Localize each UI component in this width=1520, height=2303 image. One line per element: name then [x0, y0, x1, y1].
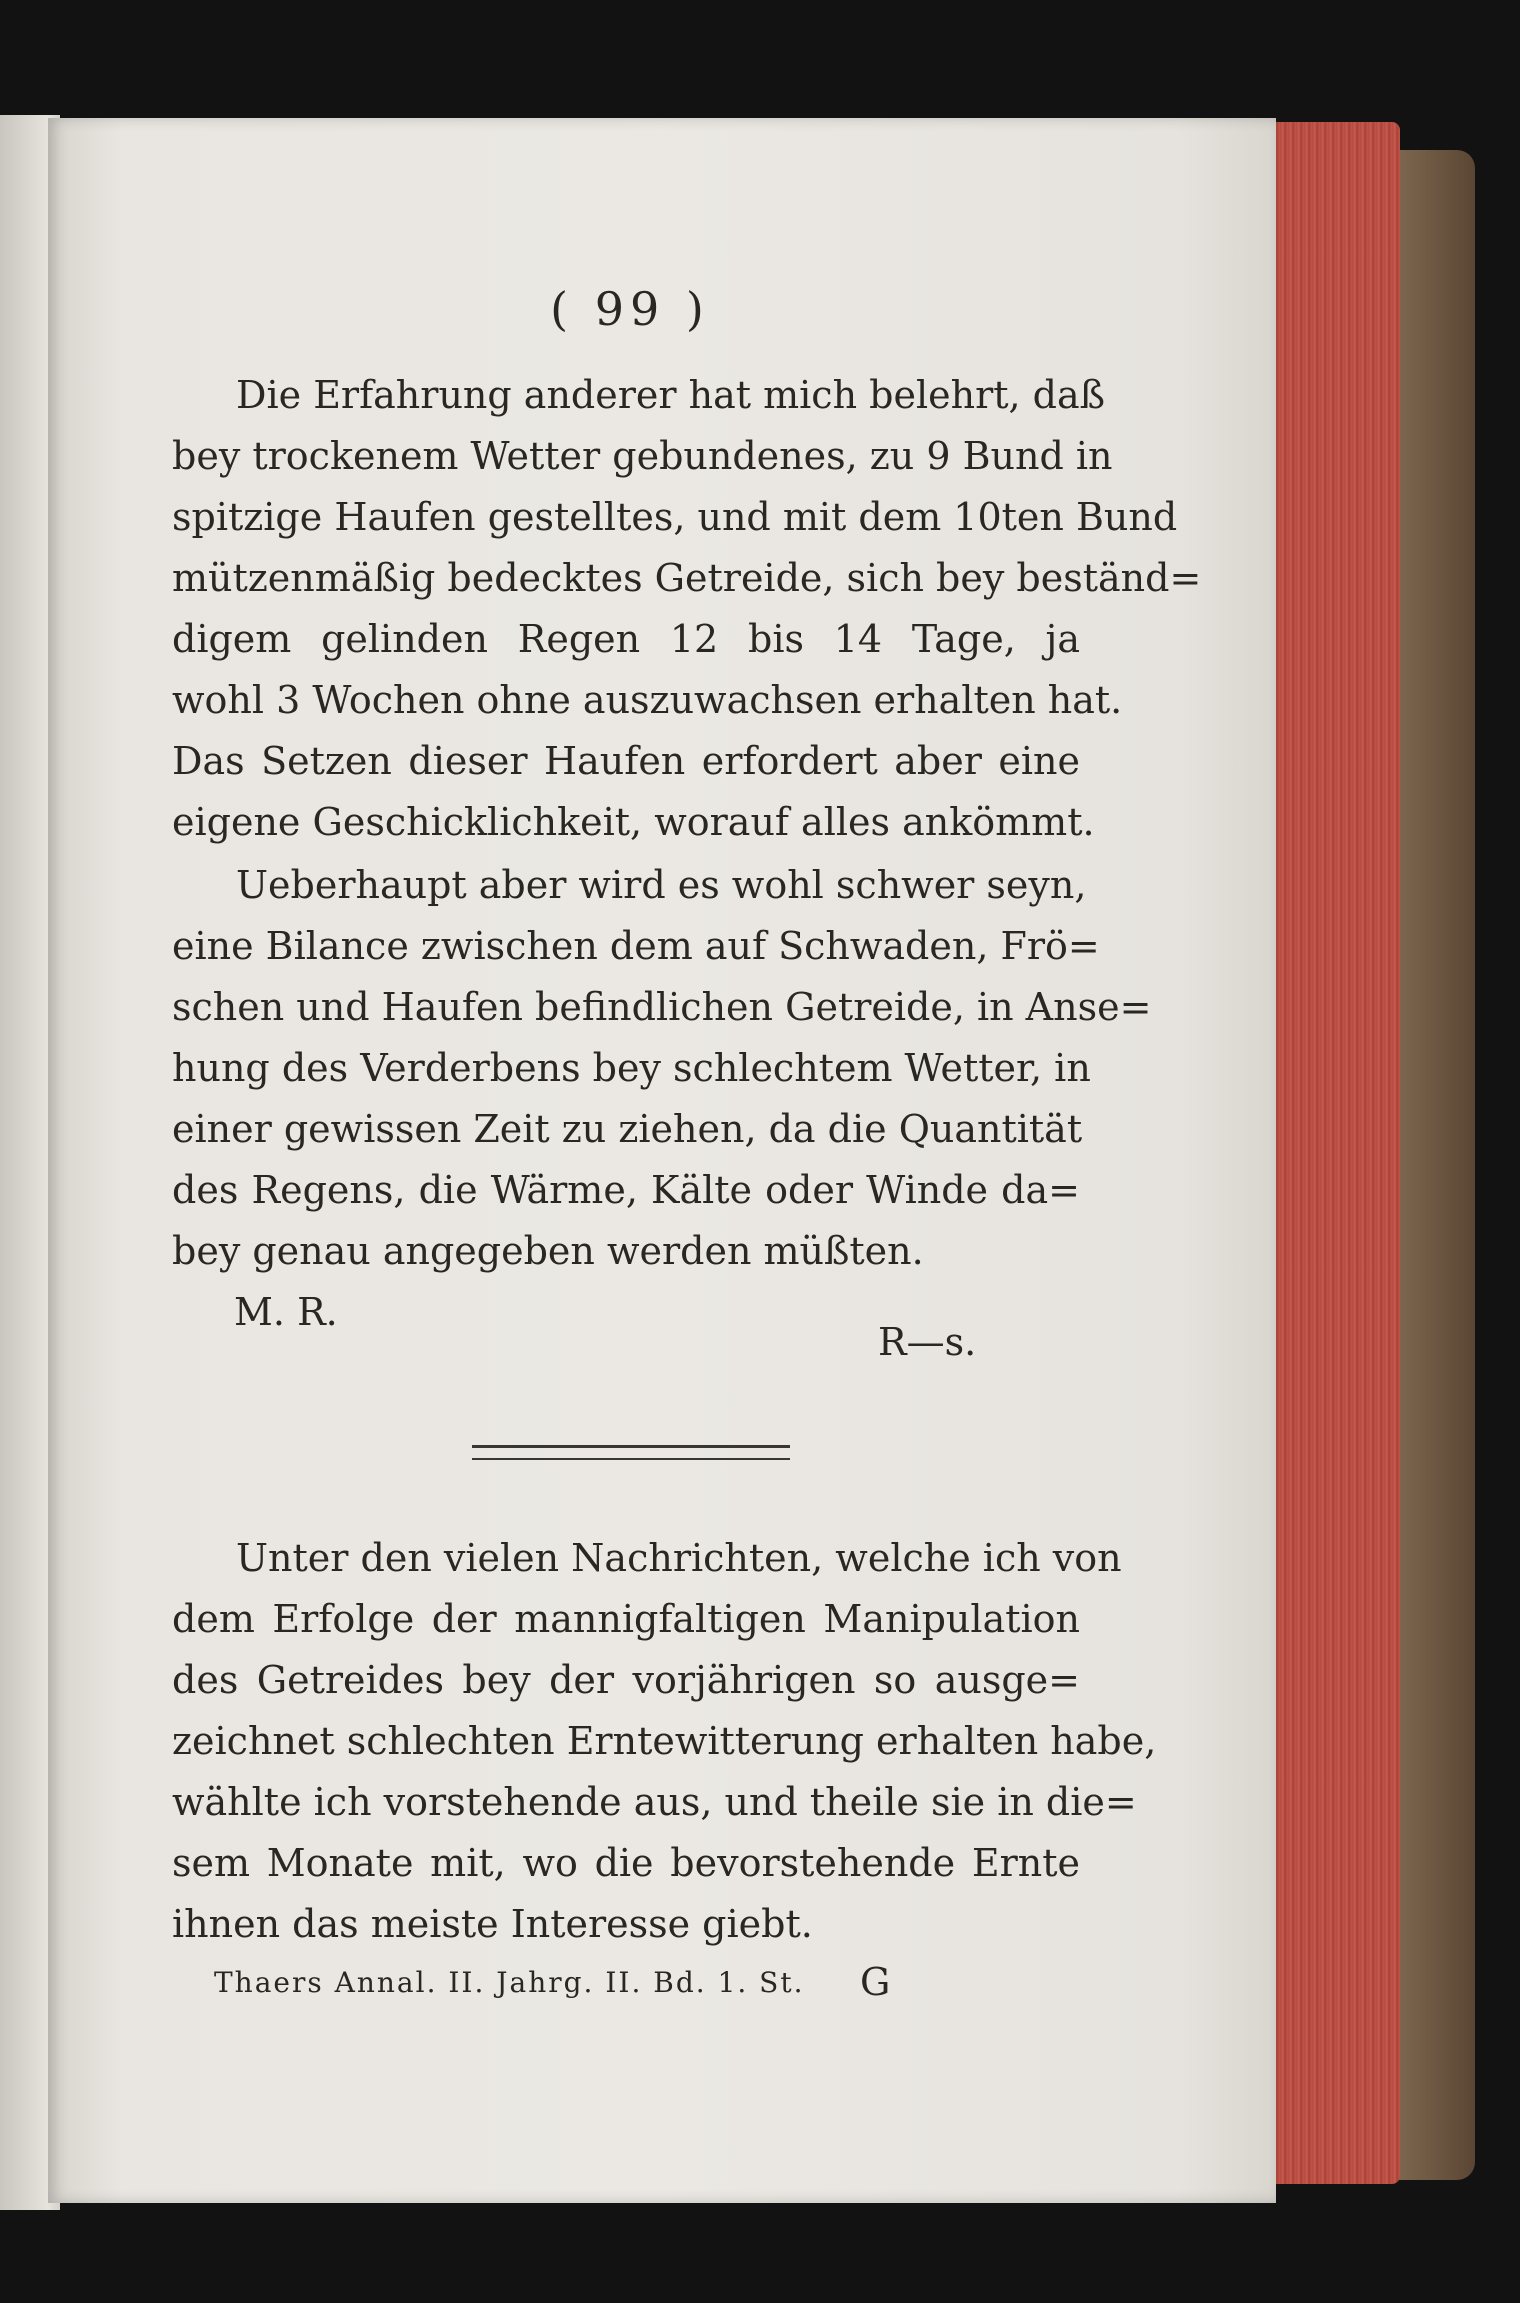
text-line: einer gewissen Zeit zu ziehen, da die Quantität — [172, 1107, 1083, 1151]
paragraph-2 — [172, 855, 1152, 1282]
text-line: Ueberhaupt aber wird es wohl schwer seyn, — [236, 863, 1087, 907]
text-line: spitzige Haufen gestelltes, und mit dem 10ten Bund — [172, 495, 1178, 539]
text-line: mützenmäßig bedecktes Getreide, sich bey beständ= — [172, 556, 1202, 600]
text-line: wählte ich vorstehende aus, und theile sie in die= — [172, 1780, 1137, 1824]
text-line: bey trockenem Wetter gebundenes, zu 9 Bund in — [172, 434, 1113, 478]
page-number: ( 99 ) — [550, 282, 710, 336]
text-line: des Regens, die Wärme, Kälte oder Winde da= — [172, 1168, 1080, 1212]
text-line: Die Erfahrung anderer hat mich belehrt, daß — [236, 373, 1106, 417]
text-line: eine Bilance zwischen dem auf Schwaden, Frö= — [172, 924, 1100, 968]
text-line: Unter den vielen Nachrichten, welche ich von — [236, 1536, 1122, 1580]
text-line: zeichnet schlechten Erntewitterung erhalten habe, — [172, 1719, 1157, 1763]
gathering-signature-mark: G — [860, 1960, 891, 2004]
text-line: sem Monate mit, wo die bevorstehende Ernte — [172, 1841, 1080, 1885]
text-line: dem Erfolge der mannigfaltigen Manipulation — [172, 1597, 1080, 1641]
text-line: des Getreides bey der vorjährigen so ausge= — [172, 1658, 1080, 1702]
text-line: schen und Haufen befindlichen Getreide, in Anse= — [172, 985, 1152, 1029]
text-line: ihnen das meiste Interesse giebt. — [172, 1902, 813, 1946]
text-line: eigene Geschicklichkeit, worauf alles ankömmt. — [172, 800, 1095, 844]
text-line: hung des Verderbens bey schlechtem Wetter, in — [172, 1046, 1091, 1090]
paragraph-1 — [172, 365, 1202, 853]
text-line: wohl 3 Wochen ohne auszuwachsen erhalten hat. — [172, 678, 1123, 722]
paragraph-3 — [172, 1528, 1157, 1955]
text-line: bey genau angegeben werden müßten. — [172, 1229, 924, 1273]
signature-left: M. R. — [234, 1290, 338, 1334]
text-line: Das Setzen dieser Haufen erfordert aber eine — [172, 739, 1080, 783]
text-line: digem gelinden Regen 12 bis 14 Tage, ja — [172, 617, 1080, 661]
section-divider — [472, 1445, 790, 1460]
signature-right: R—s. — [878, 1320, 977, 1364]
footer-signature-line: Thaers Annal. II. Jahrg. II. Bd. 1. St. — [214, 1966, 805, 1999]
